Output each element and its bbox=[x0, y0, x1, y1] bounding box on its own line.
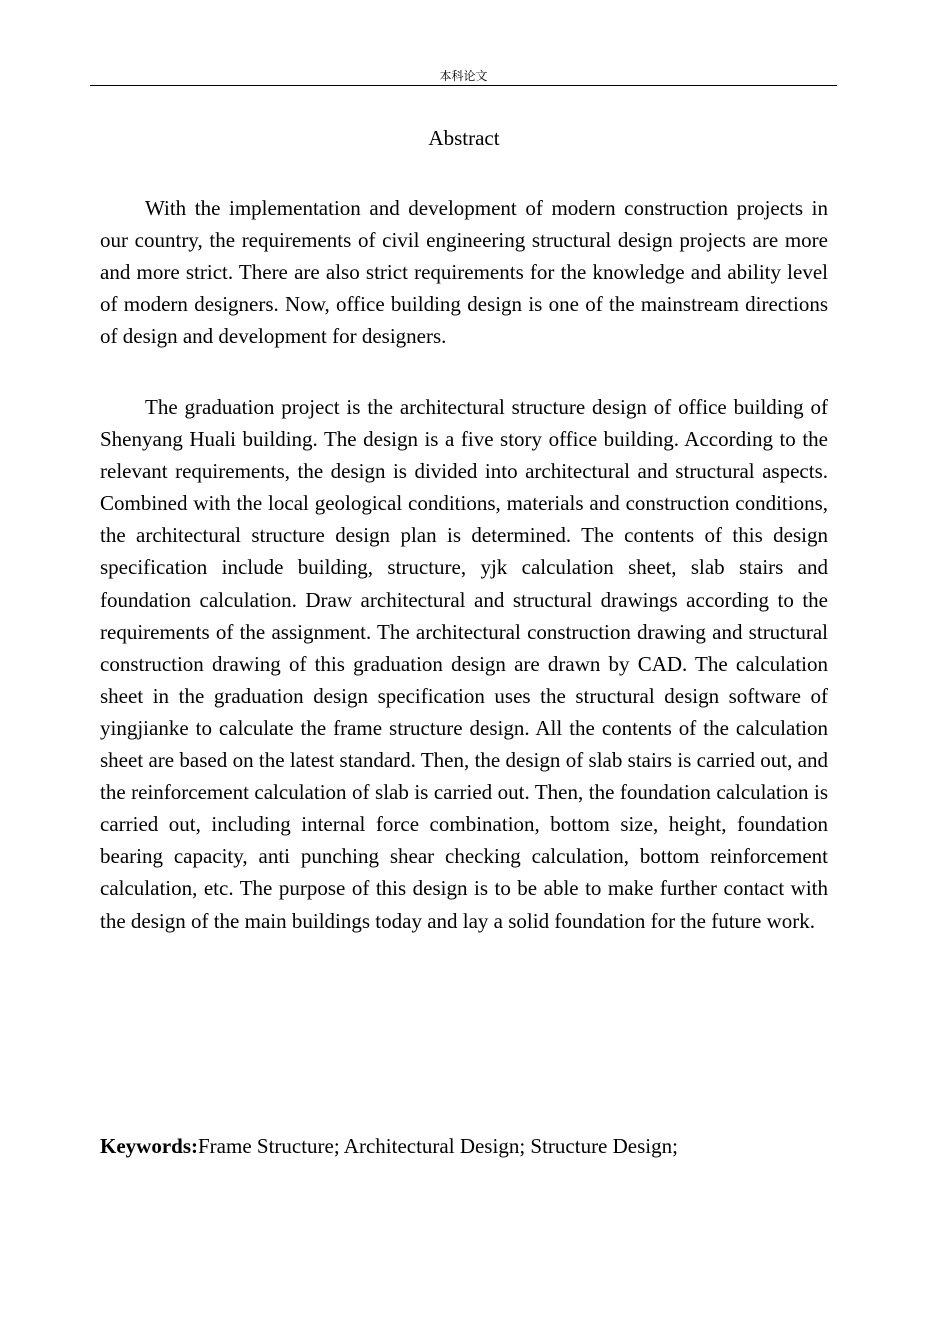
abstract-paragraph-2: The graduation project is the architectural structure design of office building of Shenyang Huali building. The design is a five story office building. According to the relevant requirements, the design is divided into architectural and structural aspects. Combined with the local geological conditions, materials and construction conditions, the architectural structure design plan is determined. The contents of this design specification include building, structure, yjk calculation sheet, slab stairs and foundation calculation. Draw architectural and structural drawings according to the requirements of the assignment. The architectural construction drawing and structural construction drawing of this graduation design are drawn by CAD. The calculation sheet in the graduation design specification uses the structural design software of yingjianke to calculate the frame structure design. All the contents of the calculation sheet are based on the latest standard. Then, the design of slab stairs is carried out, and the reinforcement calculation of slab is carried out. Then, the foundation calculation is carried out, including internal force combination, bottom size, height, foundation bearing capacity, anti punching shear checking calculation, bottom reinforcement calculation, etc. The purpose of this design is to be able to make further contact with the design of the main buildings today and lay a solid foundation for the future work. bbox=[100, 395, 828, 933]
header-rule bbox=[90, 85, 837, 86]
keywords-label: Keywords: bbox=[100, 1134, 198, 1158]
abstract-paragraph-1: With the implementation and development of modern construction projects in our country, the requirements of civil engineering structural design projects are more and more strict. There are also strict requirements for the knowledge and ability level of modern designers. Now, office building design is one of the mainstream directions of design and development for designers. bbox=[100, 196, 828, 349]
keywords-text: Frame Structure; Architectural Design; Structure Design; bbox=[198, 1134, 678, 1158]
abstract-title: Abstract bbox=[428, 126, 500, 150]
running-header: 本科论文 bbox=[439, 69, 488, 83]
keywords-line bbox=[100, 1130, 828, 1162]
